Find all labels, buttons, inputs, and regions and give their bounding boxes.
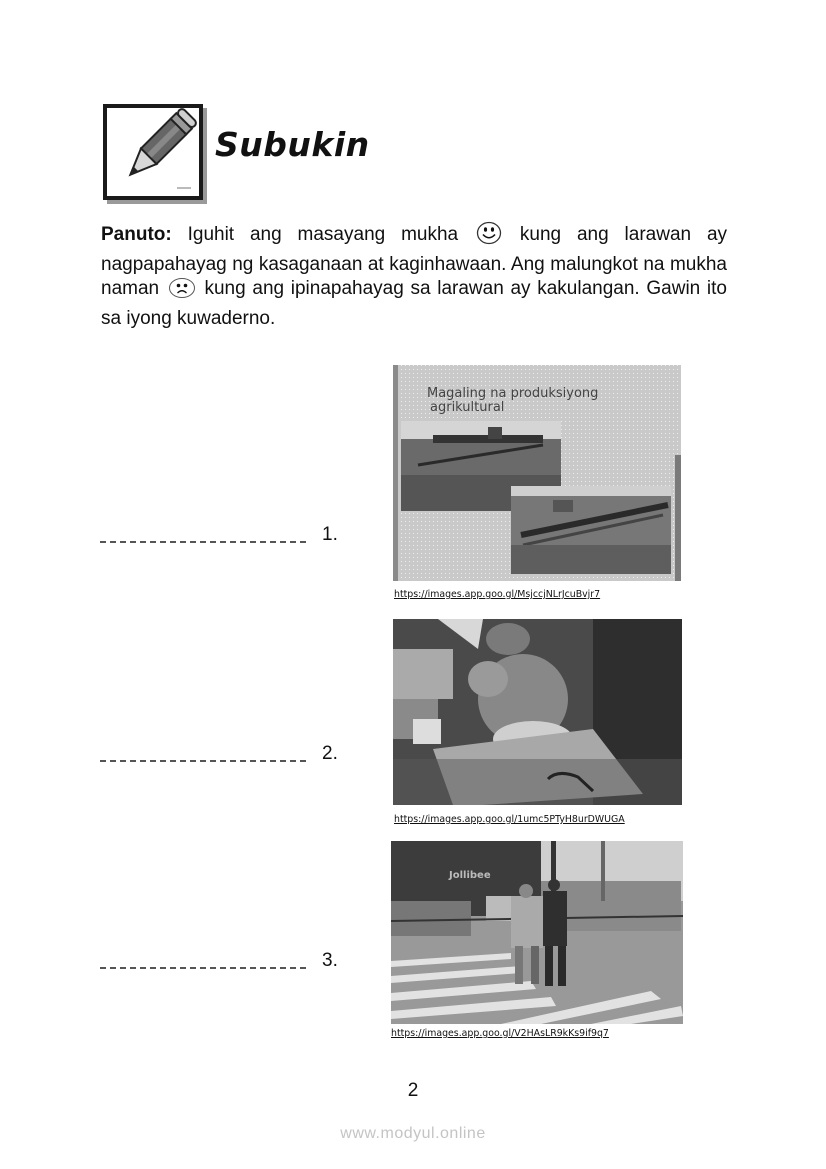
answer-blank-2[interactable] [100,760,306,762]
page-number: 2 [407,1080,419,1101]
watermark: www.modyul.online [340,1125,486,1142]
image-caption-line-1: Magaling na produksiyong [427,386,599,401]
item-number: 1. [322,524,338,545]
sad-face-icon [168,277,196,307]
pencil-icon [107,108,199,196]
instructions-text-1: Iguhit ang masayang mukha [187,224,459,245]
answer-blank-3[interactable] [100,967,306,969]
image-caption-line-2: agrikultural [430,400,505,415]
section-title: Subukin [215,125,370,164]
image-source-link-3[interactable]: https://images.app.goo.gl/V2HAsLR9kKs9if9q7 [391,1028,609,1039]
item-number: 3. [322,950,338,971]
item-image-2 [393,619,682,805]
farm-photo-2 [511,486,671,574]
item-number: 2. [322,743,338,764]
smiley-face-icon [476,221,502,253]
jollibee-sign: Jollibee [449,870,491,881]
item-image-3 [391,841,683,1024]
instructions-text-3: kung ang ipinapahayag sa larawan ay kakulangan. Gawin ito sa iyong kuwaderno. [101,278,727,329]
image-source-link-1[interactable]: https://images.app.goo.gl/MsjccjNLrJcuBvjr7 [394,589,601,600]
instructions-label: Panuto: [101,224,172,245]
pencil-icon-box [103,104,203,200]
item-image-1 [393,365,681,581]
image-source-link-2[interactable]: https://images.app.goo.gl/1umc5PTyH8urDWUGA [394,814,625,825]
instructions-text-2: kung ang larawan ay nagpapahayag ng kasaganaan at kaginhawaan. Ang malungkot na mukha naman [101,224,728,299]
answer-blank-1[interactable] [100,541,306,543]
instructions [101,221,727,331]
